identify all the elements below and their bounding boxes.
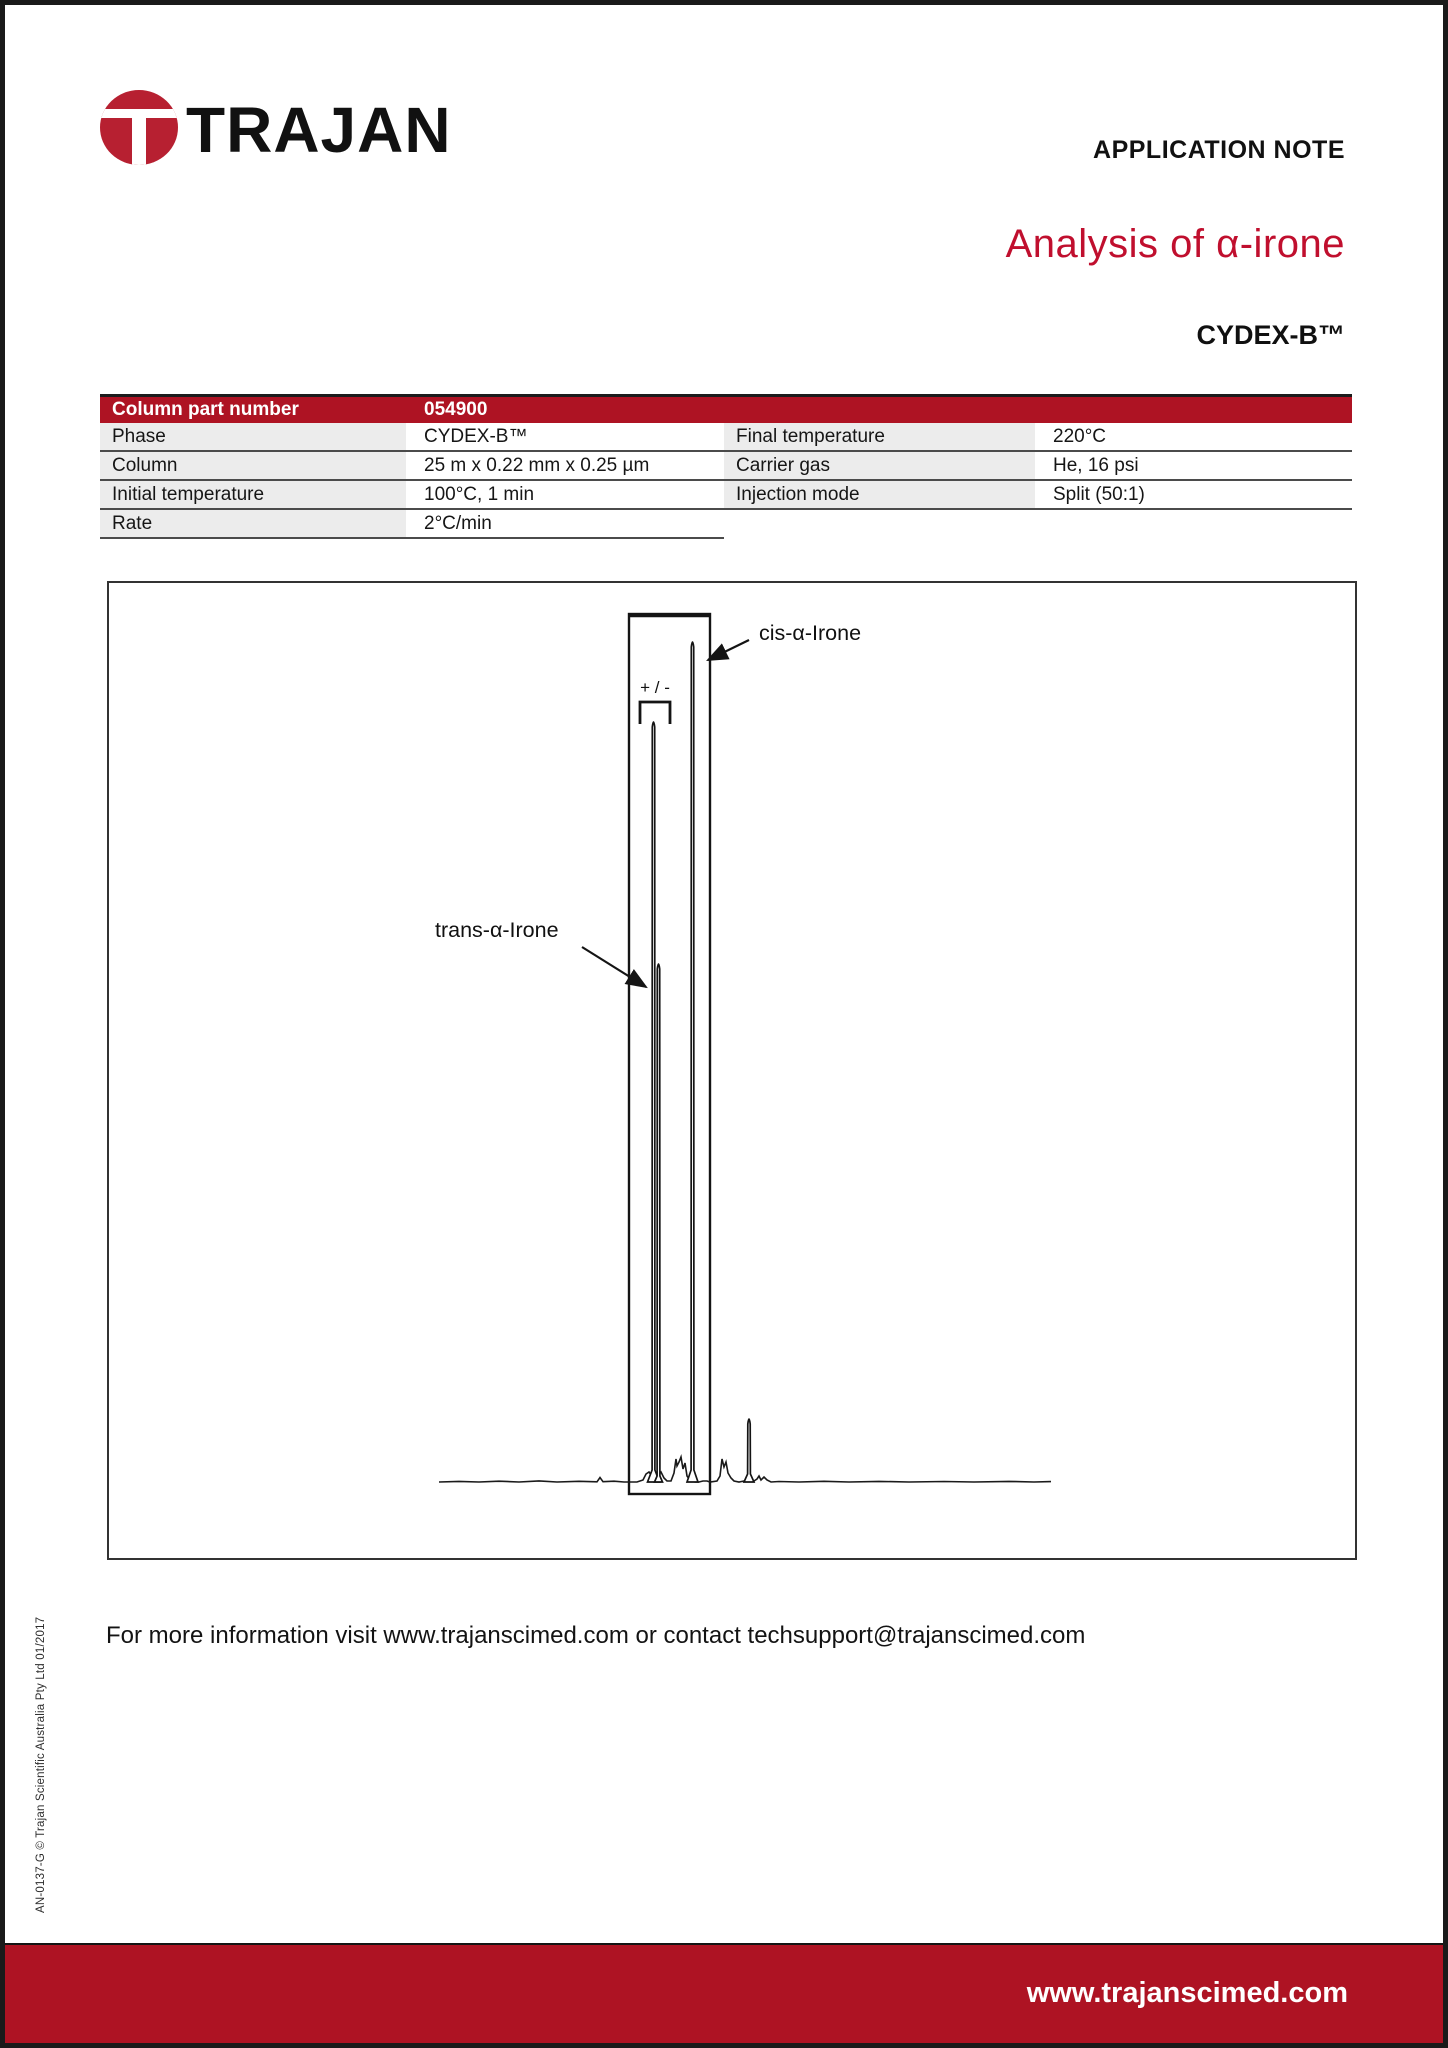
phase-label: Phase: [100, 423, 406, 451]
column-value: 25 m x 0.22 mm x 0.25 µm: [406, 451, 724, 480]
column-label: Column: [100, 451, 406, 480]
footer-bar: [5, 1943, 1443, 2043]
injection-mode-value: Split (50:1): [1035, 480, 1352, 509]
website-url: www.trajanscimed.com: [1026, 1977, 1348, 2009]
product-subtitle: CYDEX-B™: [1196, 320, 1345, 350]
injection-mode-label: Injection mode: [724, 480, 1035, 509]
inset-zoom-box: [628, 614, 711, 1494]
peak: [687, 642, 698, 1482]
empty-cell: [724, 509, 1035, 538]
rate-value: 2°C/min: [406, 509, 724, 538]
contact-info-text: For more information visit www.trajanscimed.com or contact techsupport@trajanscimed.com: [106, 1622, 1086, 1649]
carrier-gas-value: He, 16 psi: [1035, 451, 1352, 480]
table-header-row: [100, 396, 1352, 424]
column-part-number-value: 054900: [406, 396, 1352, 424]
final-temperature-value: 220°C: [1035, 423, 1352, 451]
table-row: [100, 480, 1352, 509]
initial-temperature-value: 100°C, 1 min: [406, 480, 724, 509]
table-row: [100, 423, 1352, 451]
method-parameters-table: [100, 394, 1352, 539]
annotation-arrow: [708, 640, 749, 660]
table-row: [100, 451, 1352, 480]
final-temperature-label: Final temperature: [724, 423, 1035, 451]
initial-temperature-label: Initial temperature: [100, 480, 406, 509]
table-row: [100, 509, 1352, 538]
empty-cell: [1035, 509, 1352, 538]
page-title: Analysis of α-irone: [1005, 222, 1345, 266]
peak: [744, 1419, 754, 1482]
carrier-gas-label: Carrier gas: [724, 451, 1035, 480]
brand-name: TRAJAN: [186, 94, 452, 166]
enantiomer-bracket: [640, 702, 670, 724]
peak-annotation: cis-α-Irone: [759, 621, 862, 645]
peak-annotation: trans-α-Irone: [435, 918, 559, 942]
column-part-number-label: Column part number: [100, 396, 406, 424]
trajan-logo-icon: [100, 90, 178, 165]
chromatogram-panel: [107, 581, 1357, 1560]
annotation-arrow: [582, 947, 646, 987]
rate-label: Rate: [100, 509, 406, 538]
phase-value: CYDEX-B™: [406, 423, 724, 451]
peak-annotation: + / -: [640, 678, 670, 697]
doc-type-label: APPLICATION NOTE: [1093, 136, 1345, 164]
chromatogram-plot: [109, 583, 1355, 1558]
logo-t-stem: [132, 117, 146, 165]
document-id-sidenote: AN-0137-G © Trajan Scientific Australia Pty Ltd 01/2017: [35, 1616, 47, 1913]
